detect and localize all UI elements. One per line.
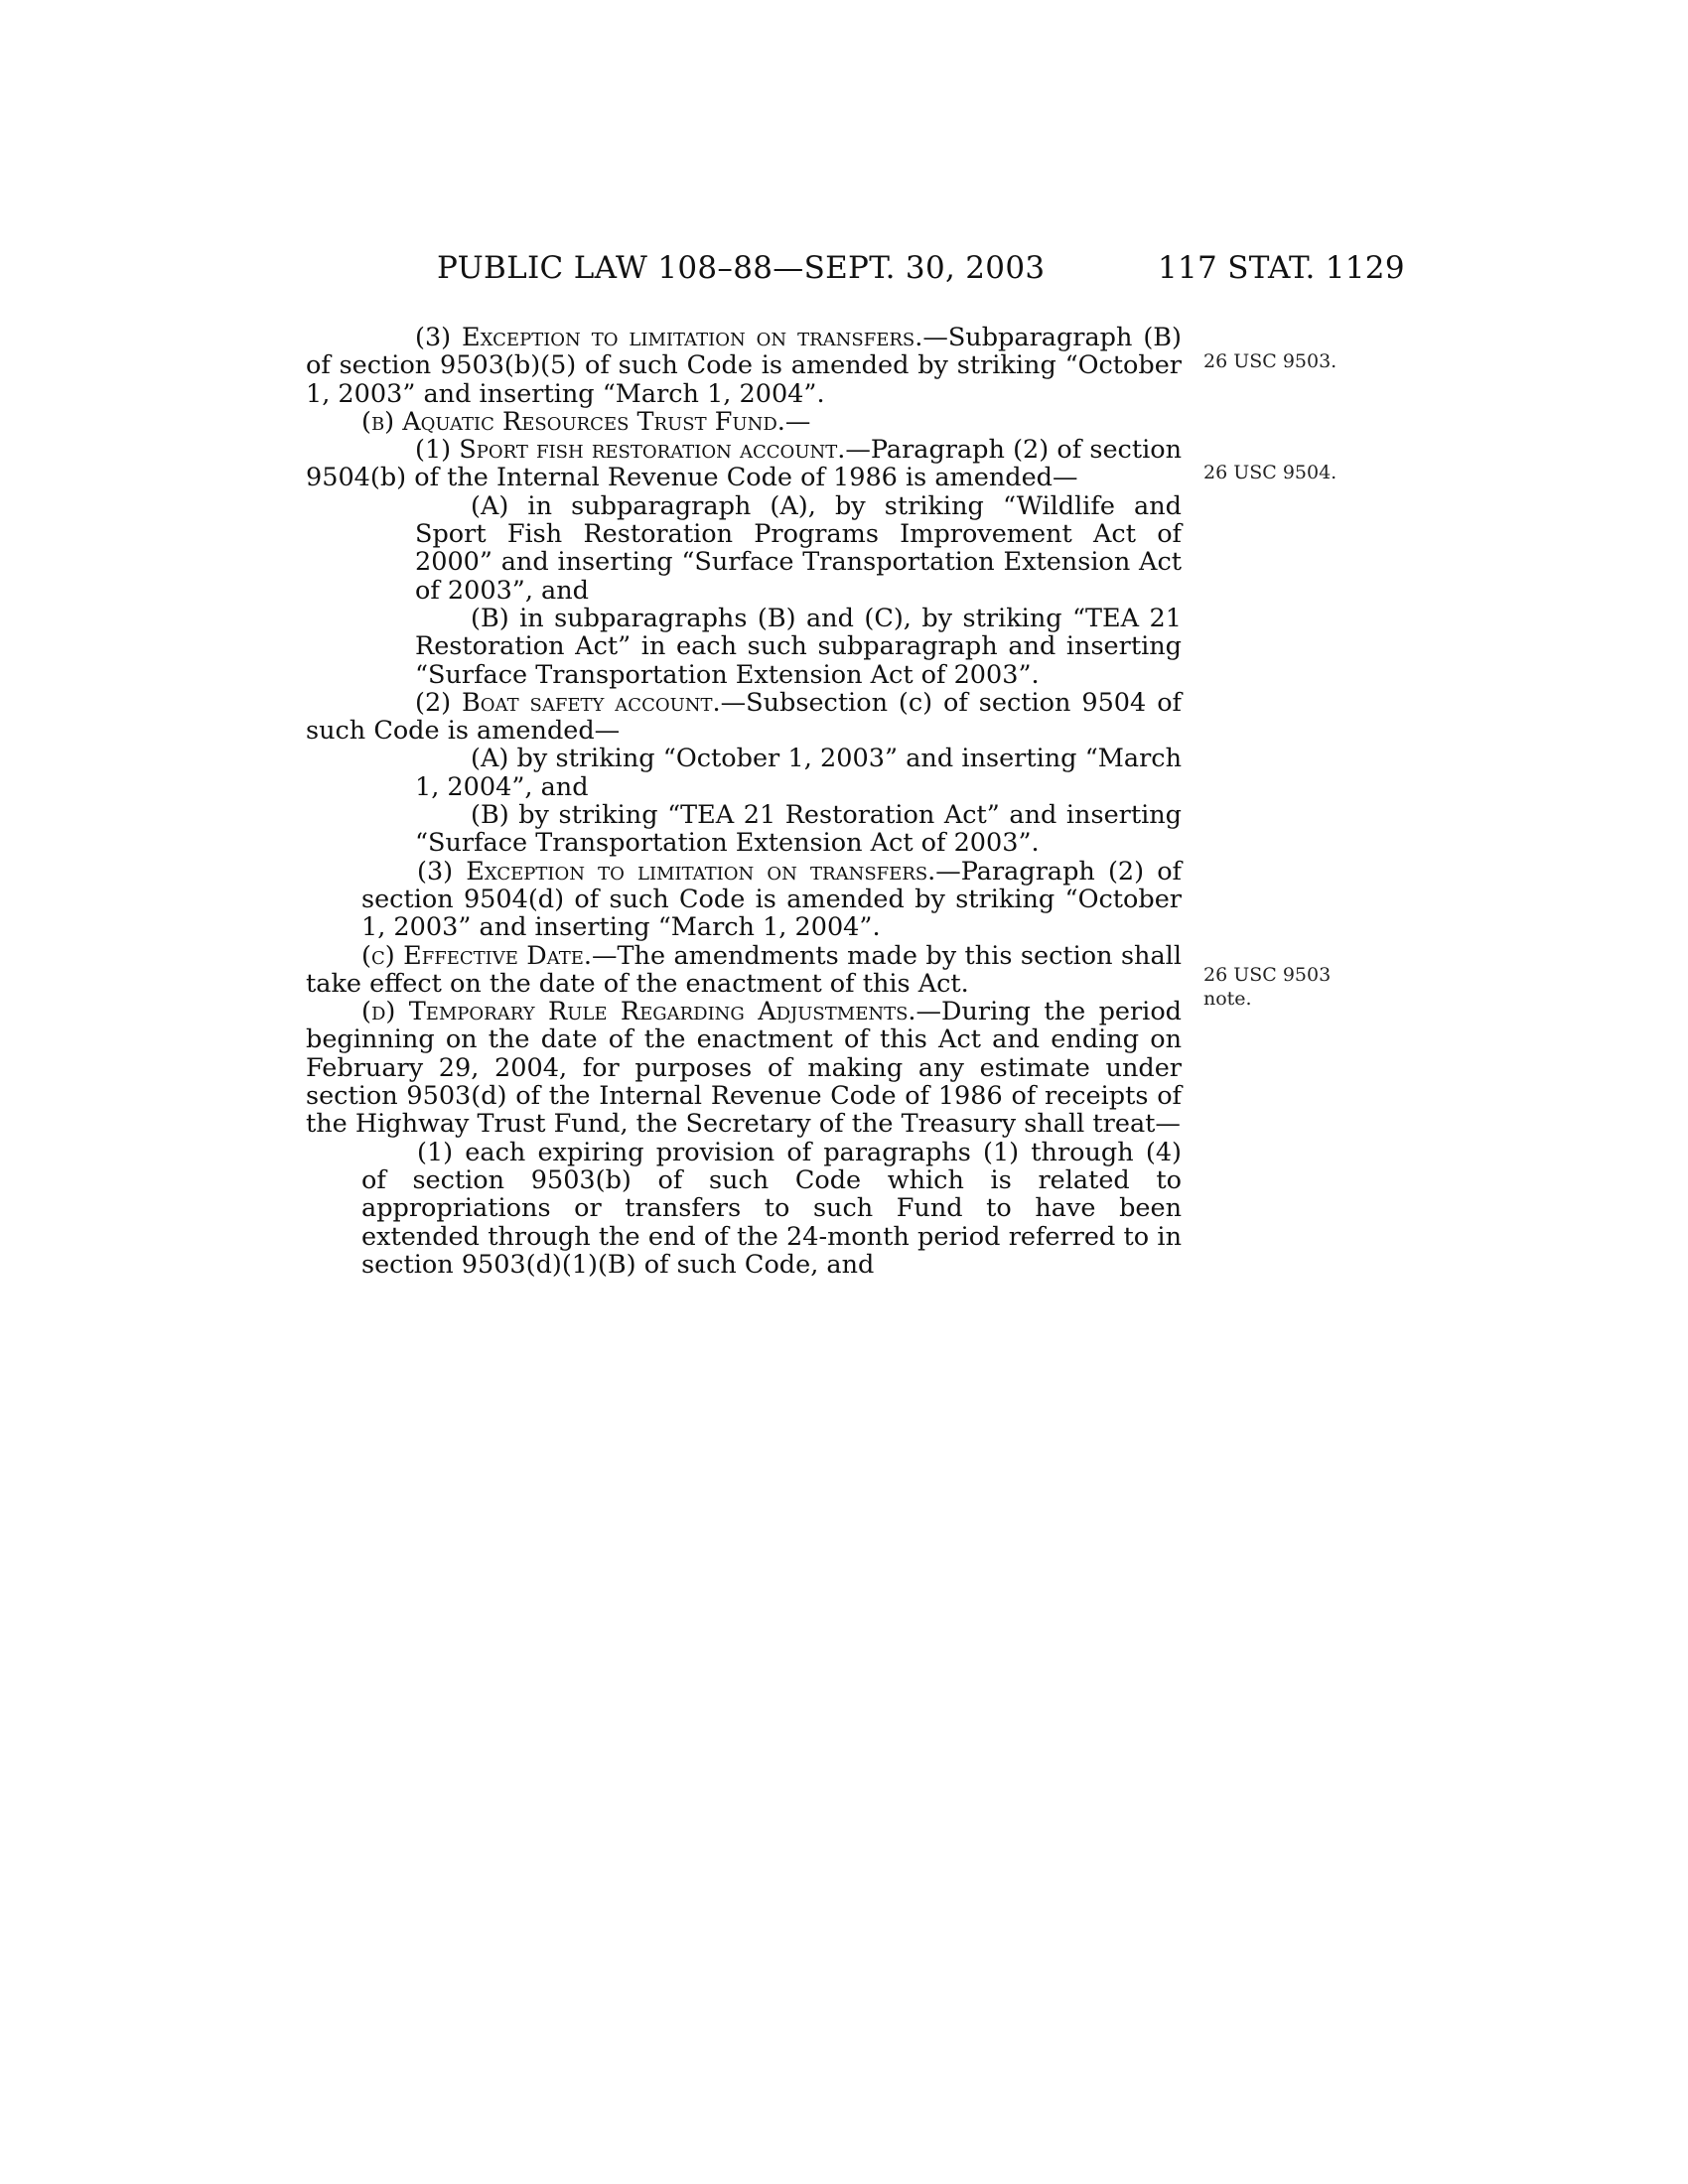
margin-note-line1: 26 USC 9503 bbox=[1203, 964, 1332, 986]
margin-note-26-usc-9503: 26 USC 9503. bbox=[1203, 350, 1337, 372]
paragraph-b2-heading: (2) Boat safety account. bbox=[415, 687, 721, 718]
paragraph-b1 bbox=[306, 436, 1182, 492]
page-number: 117 STAT. 1129 bbox=[1158, 250, 1405, 286]
paragraph-b1-text: —Paragraph (2) of section 9504(b) of the Internal Revenue Code of 1986 is amended— bbox=[306, 435, 1183, 493]
subsection-c-heading: (c) Effective Date. bbox=[361, 940, 593, 971]
subparagraph-b2-b: (B) by striking “TEA 21 Restoration Act” and inserting “Surface Transportation Extension Act of 2003”. bbox=[415, 800, 1182, 859]
subsection-b bbox=[306, 408, 1182, 436]
paragraph-b3-heading: (3) Exception to limitation on transfers. bbox=[417, 856, 936, 887]
paragraph-b1-heading: (1) Sport fish restoration account. bbox=[415, 435, 846, 466]
paragraph-b3 bbox=[306, 858, 1182, 942]
subsection-d-heading: (d) Temporary Rule Regarding Adjustments. bbox=[361, 997, 916, 1027]
subparagraph-b1-b: (B) in subparagraphs (B) and (C), by striking “TEA 21 Restoration Act” in each such subparagraph and inserting “Surface Transportation Extension Act of 2003”. bbox=[415, 603, 1182, 690]
subsection-d-text: —During the period beginning on the date of the enactment of this Act and ending on February 29, 2004, for purposes of making any estimate under section 9503(d) of the Internal Revenue Code of 1986 of receipts of the Highway Trust Fund, the Secretary of the Treasury shall treat— bbox=[306, 997, 1182, 1140]
paragraph-b2 bbox=[306, 689, 1182, 746]
subsection-b-heading: (b) Aquatic Resources Trust Fund. bbox=[361, 406, 785, 437]
paragraph-a3-text: —Subparagraph (B) of section 9503(b)(5) of such Code is amended by striking “October 1, 2003” and inserting “March 1, 2004”. bbox=[306, 323, 1182, 409]
running-head-title: PUBLIC LAW 108–88—SEPT. 30, 2003 bbox=[437, 250, 1046, 286]
margin-note-26-usc-9503-note bbox=[1203, 963, 1331, 1011]
margin-note-26-usc-9504: 26 USC 9504. bbox=[1203, 462, 1337, 483]
subsection-b-text: — bbox=[784, 406, 811, 437]
paragraph-b3-text: —Paragraph (2) of section 9504(d) of such Code is amended by striking “October 1, 2003” and inserting “March 1, 2004”. bbox=[361, 856, 1182, 943]
paragraph-a3 bbox=[306, 324, 1182, 408]
paragraph-b2-text: —Subsection (c) of section 9504 of such Code is amended— bbox=[306, 687, 1182, 747]
paragraph-a3-heading: (3) Exception to limitation on transfers. bbox=[415, 323, 923, 352]
subsection-c bbox=[306, 942, 1182, 999]
subparagraph-b1-a: (A) in subparagraph (A), by striking “Wildlife and Sport Fish Restoration Programs Improvement Act of 2000” and inserting “Surface Transportation Extension Act of 2003”, and bbox=[415, 490, 1182, 606]
statute-body bbox=[306, 324, 1182, 1279]
subsection-d bbox=[306, 998, 1182, 1138]
subparagraph-b2-a: (A) by striking “October 1, 2003” and inserting “March 1, 2004”, and bbox=[415, 744, 1182, 802]
paragraph-d1: (1) each expiring provision of paragraphs (1) through (4) of section 9503(b) of such Code which is related to appropriations or transfers to such Fund to have been extended through the end of the 24-month period referred to in section 9503(d)(1)(B) of such Code, and bbox=[361, 1137, 1182, 1280]
subsection-c-text: —The amendments made by this section shall take effect on the date of the enactment of this Act. bbox=[306, 940, 1182, 999]
margin-note-line2: note. bbox=[1203, 988, 1252, 1010]
